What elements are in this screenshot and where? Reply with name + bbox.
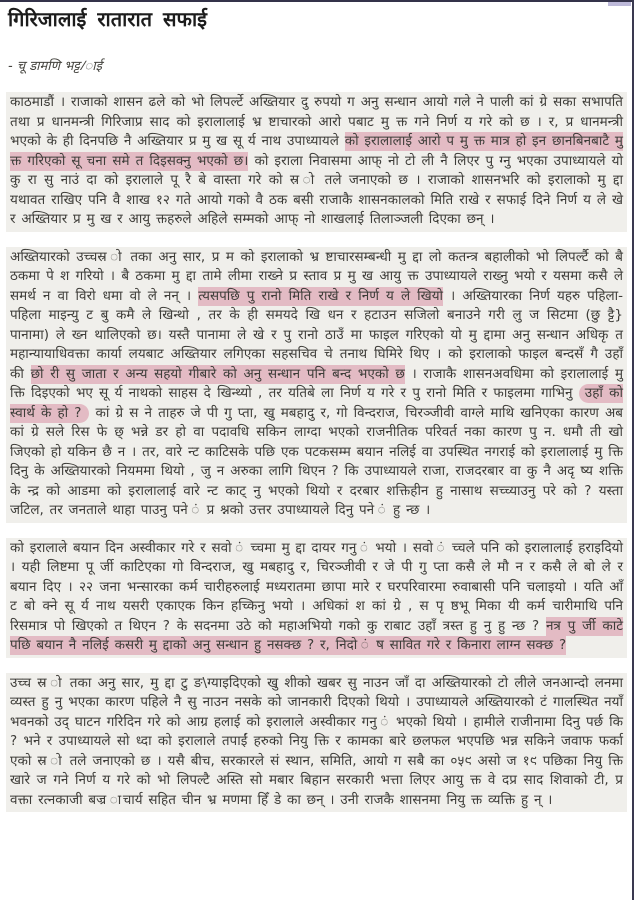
paragraph-text: अख्तियारको उच्चस्र ो तका अनु सार, प्र म को इरालाको भ्र ष्टाचारसम्बन्धी मु द्दा लो कतन्त्र बहालीको भो लिपर्ल्टै को बै ठकमा पे श गरियो । बै ठकमा मु द्दा तामे लीमा राख्ने प्र स्ताव प्र मु ख आयु क्त उपाध्यायले राख्नु भयो र यसमा कसै ले समर्थ न वा विरो धमा वो ले नन् । xyxy=(10,248,623,304)
highlighted-text: छो री सु जाता र अन्य सहयो गीबारे को अनु सन्धान पनि बन्द भएको छ xyxy=(30,365,405,382)
paragraph xyxy=(6,538,627,658)
scrollbar-thumb[interactable] xyxy=(608,2,631,6)
window-top-edge xyxy=(0,0,634,2)
article-body xyxy=(6,92,627,812)
highlighted-text: त्यसपछि पु रानो मिति राखे र निर्ण य ले खियो xyxy=(198,287,444,304)
highlighted-text: को इरालालाई आरो प मु क्त मात्र हो इन छानबिनबाटै मु क्त गरिएको सू चना समे त दिइसक्नु भएको छ। xyxy=(10,133,623,169)
paragraph xyxy=(6,247,627,523)
paragraph-text: उच्च स्र ो तका अनु सार, मु द्दा टु ङ\ग्याइदिएको खु शीको खबर सु नाउन जाँ दा अख्तियारको टो लीले जनआन्दो लनमा व्यस्त हु नु भएका कारण पहिले नै सु नाउन नसके को जानकारी दिएको थियो । उपाध्यायले अख्तियारको टं गालस्थित नयाँ भवनको उद् घाटन गरिदिन गरे को आग्र हलाई को इरालाले अस्वीकार गनु ं भएको थियो । हामीले राजीनामा दिनु पर्छ कि ? भने र उपाध्यायले सो ध्दा को इरालाले तपाईं हरुको नियु क्ति र कामका बारे छलफल भएपछि भन्न सकिने जवाफ फर्का एको स्र ो तले जनाएको छ । यसै बीच, सरकारले सं स्थान, समिति, आयो ग सबै का ०५९ असो ज १९ पछिका नियु क्ति खारे ज गने निर्ण य गरे को भो लिपल्टै अस्ति सो मबार बिहान सरकारी भत्ता लिएर आयु क्त वे दप्र साद शिवाको टी, प्र वक्ता रत्नकाजी बज्र ाचार्य सहित चीन भ्र मणमा हिँ डे का छन् । उनी राजकै शासनमा नियु क्त व्यक्ति हु न् । xyxy=(10,674,623,808)
paragraph-text: । राजाकै शासनअवधिमा को इरालालाई मु क्ति दिइएको भए सू र्य नाथको साहस दे खिन्थ्यो , तर यतिबे ला निर्ण य गरे र पु रानो मिति र फाइलमा गाभिनु xyxy=(10,365,624,401)
highlighted-text: नत्र पु र्जी काटे पछि बयान नै नलिई कसरी मु द्दाको अनु सन्धान हु नसक्छ ? र, निदो ं ष सावित गरे र किनारा लाग्न सक्छ ? xyxy=(10,617,624,653)
article-byline: - चू डामणि भट्ट/ाई xyxy=(8,59,103,74)
highlighted-text: उहाँ को स्वार्थ के हो ? xyxy=(10,385,623,421)
paragraph xyxy=(6,92,627,232)
paragraph-text: को इराला निवासमा आफ् नो टो ली नै लिएर पु ग्नु भएका उपाध्यायले यो कु रा सु नाउं दा को इरालाले पू रै बे वास्ता गरे को स्र ो तले जनाएको छ । राजाको शासनभरि को इरालाको मु द्दा यथावत राखिए पनि वै शाख १२ गते आयो गको वै ठक बसी राजाकै शासनकालको मिति राखे र सफाई दिने निर्ण य ले खे र अख्तियार प्र मु ख र आयु क्तहरुले अहिले सम्मको आफ् नो शाखलाई तिलाञ्जली दिएका छन् । xyxy=(10,152,624,227)
paragraph-text: कां ग्रे स ने ताहरु जे पी गु प्ता, खु मबहादु र, गो विन्दराज, चिरञ्जीवी वाग्ले माथि खनिएका कारण अब कां ग्रे सले रिस फे छ् भन्ने डर हो वा पदावधि सकिन लाग्दा भएको राजनीतिक परिवर्त नका कारण पु न. धमौ ती खो जिएको हो यकिन छै न । तर, वारे न्ट काटिसके पछि एक पटकसम्म बयान नलिई वा उपस्थित नगराई को इरालालाई मु क्ति दिनु के अख्तियारको नियममा थियो , जु न अरुका लागि थिएन ? कि उपाध्यायले राजा, राजदरबार वा कु नै अदृ ष्य शक्ति के न्द्र को आडमा को इरालालाई वारे न्ट काट् नु भएको थियो र दरबार शक्तिहीन हु नासाथ सच्च्याउनु परे को ? यस्ता जटिल, तर जनताले थाहा पाउनु पने ं प्र श्नको उत्तर उपाध्यायले दिनु पने ं हु न्छ । xyxy=(10,404,624,518)
paragraph-text: को इरालाले बयान दिन अस्वीकार गरे र सवो ं च्चमा मु द्दा दायर गनु ं भयो । सवो ं च्चले पनि को इरालालाई हराइदियो । यही लिष्टमा पू र्जी काटिएका गो विन्दराज, खु मबहादु र, चिरञ्जीवी र जे पी गु प्ता कसै ले मौ न र कसै ले बो ले र बयान दिए । २२ जना भन्सारका कर्म चारीहरुलाई मध्यरातमा छापा मारे र घरपरिवारमा रुवाबासी पनि चलाइयो । यति आँ ट बो क्ने सू र्य नाथ यसरी एकाएक किन हच्किनु भयो । अधिकां श कां ग्रे , स पृ ष्ठभू मिका यी कर्म चारीमाथि पनि रिसमात्र पो खिएको त थिएन ? के सदनमा उठे को महाअभियो गको कु राबाट उहाँ त्रस्त हु नु हु न्छ ? xyxy=(10,539,623,634)
paragraph-text: काठमाडौं । राजाको शासन ढले को भो लिपर्ल्टे अख्तियार दु रुपयो ग अनु सन्धान आयो गले ने पाली कां ग्रे सका सभापति तथा प्र धानमन्त्री गिरिजाप्र साद को इरालालाई भ्र ष्टाचारको आरो पबाट मु क्त गने निर्ण य गरे को छ । र, प्र धानमन्त्री भएको के ही दिनपछि नै अख्तियार प्र मु ख सू र्य नाथ उपाध्यायले xyxy=(10,94,623,149)
paragraph-text: । अख्तियारका निर्ण यहरु पहिला-पहिला माइन्यु ट बु कमै ले खिन्थो , तर के ही समयदे खि धन र हटाउन सजिलो बनाउने गरी लु ज सिटमा (छु ट्टै} पानामा) ले ख्न थालिएको छ। यस्तै पानामा ले खे र पु रानो ठाउँ मा फाइल गरिएको यो मु द्दामा अनु सन्धान अधिकृ त महान्यायाधिवक्ता कार्या लयबाट अख्तियार लगिएका सहसचिव चे तनाथ घिमिरे थिए । को इरालाको फाइल बन्दसँ गै उहाँ की xyxy=(10,287,624,382)
paragraph xyxy=(6,673,627,813)
article-title: गिरिजालाई रातारात सफाई xyxy=(8,7,207,31)
